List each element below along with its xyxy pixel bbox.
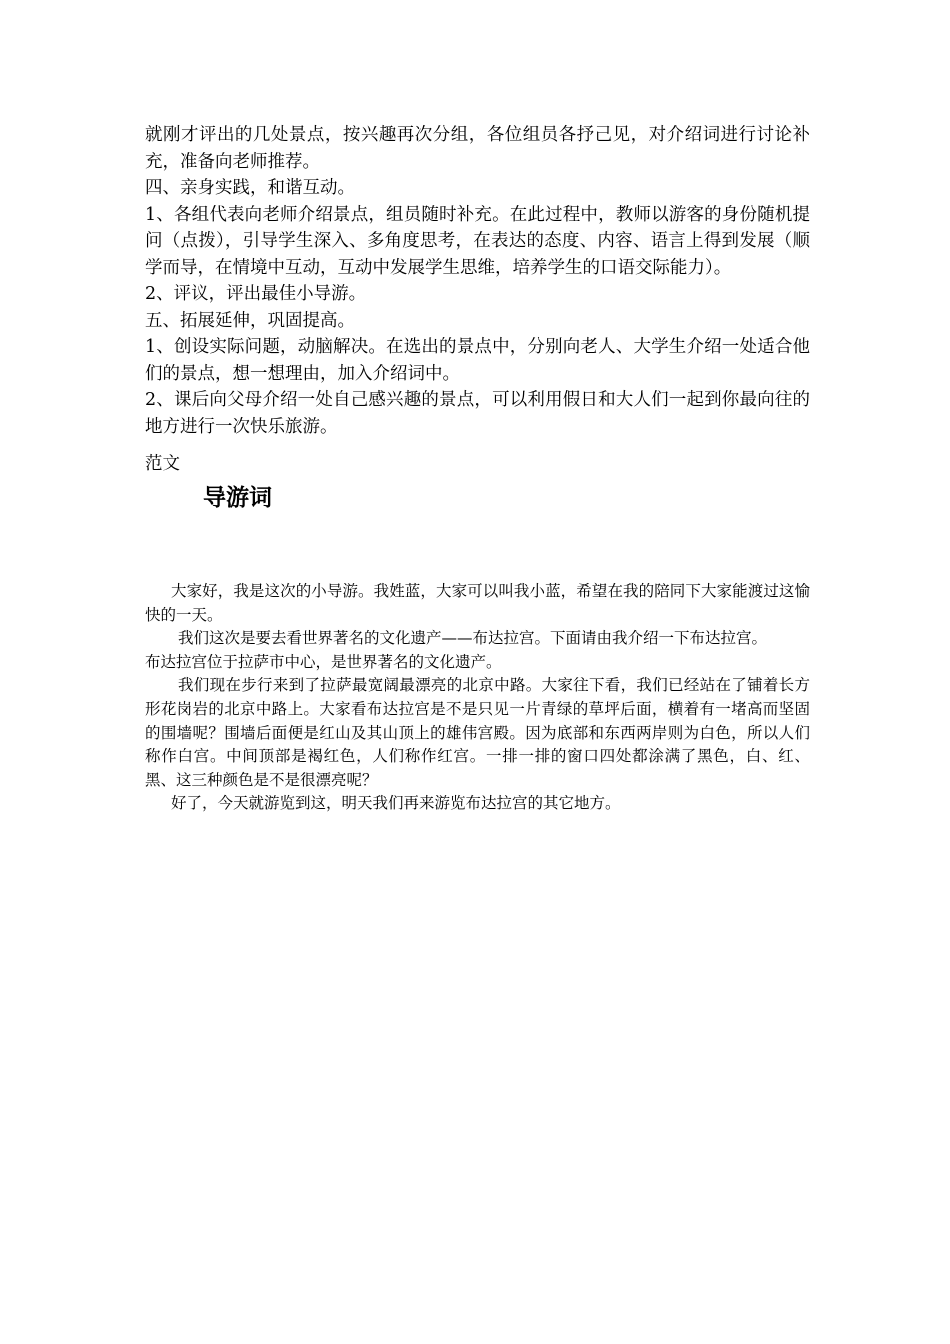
paragraph: 2、评议，评出最佳小导游。 [145,284,367,304]
section-heading: 五、拓展延伸，巩固提高。 [145,310,355,331]
essay-paragraph: 好了，今天就游览到这，明天我们再来游览布达拉宫的其它地方。 [171,794,621,813]
essay-paragraph: 我们现在步行来到了拉萨最宽阔最漂亮的北京中路。大家往下看，我们已经站在了铺着长方形花岗岩的北京中路上。大家看布达拉宫是不是只见一片青绿的草坪后面，横着有一堵高而坚固的围墙呢？围墙后面便是红山及其山顶上的雄伟宫殿。因为底部和东西两岸则为白色，所以人们称作白宫。中间顶部是褐红色，人们称作红宫。一排一排的窗口四处都涂满了黑色，白、红、黑、这三种颜色是不是很漂亮呢？ [145,676,810,789]
essay-paragraph: 我们这次是要去看世界著名的文化遗产——布达拉宫。下面请由我介绍一下布达拉宫。 [178,629,768,648]
paragraph: 就刚才评出的几处景点，按兴趣再次分组，各位组员各抒己见，对介绍词进行讨论补充，准备向老师推荐。 [145,125,810,172]
essay-body [145,580,810,816]
essay-paragraph: 大家好，我是这次的小导游。我姓蓝，大家可以叫我小蓝，希望在我的陪同下大家能渡过这愉快的一天。 [145,582,810,624]
section-heading: 四、亲身实践，和谐互动。 [145,178,355,198]
paragraph: 2、课后向父母介绍一处自己感兴趣的景点，可以利用假日和大人们一起到你最向往的地方进行一次快乐旅游。 [145,390,810,437]
lesson-plan-section [145,122,810,440]
essay-paragraph: 布达拉宫位于拉萨市中心，是世界著名的文化遗产。 [145,652,502,671]
sample-essay-label: 范文 [145,454,180,474]
paragraph: 1、创设实际问题，动脑解决。在选出的景点中，分别向老人、大学生介绍一处适合他们的景点，想一想理由，加入介绍词中。 [145,337,810,384]
essay-title: 导游词 [203,485,272,511]
paragraph: 1、各组代表向老师介绍景点，组员随时补充。在此过程中，教师以游客的身份随机提问（点拨），引导学生深入、多角度思考，在表达的态度、内容、语言上得到发展（顺学而导，在情境中互动，互动中发展学生思维，培养学生的口语交际能力）。 [145,204,810,278]
